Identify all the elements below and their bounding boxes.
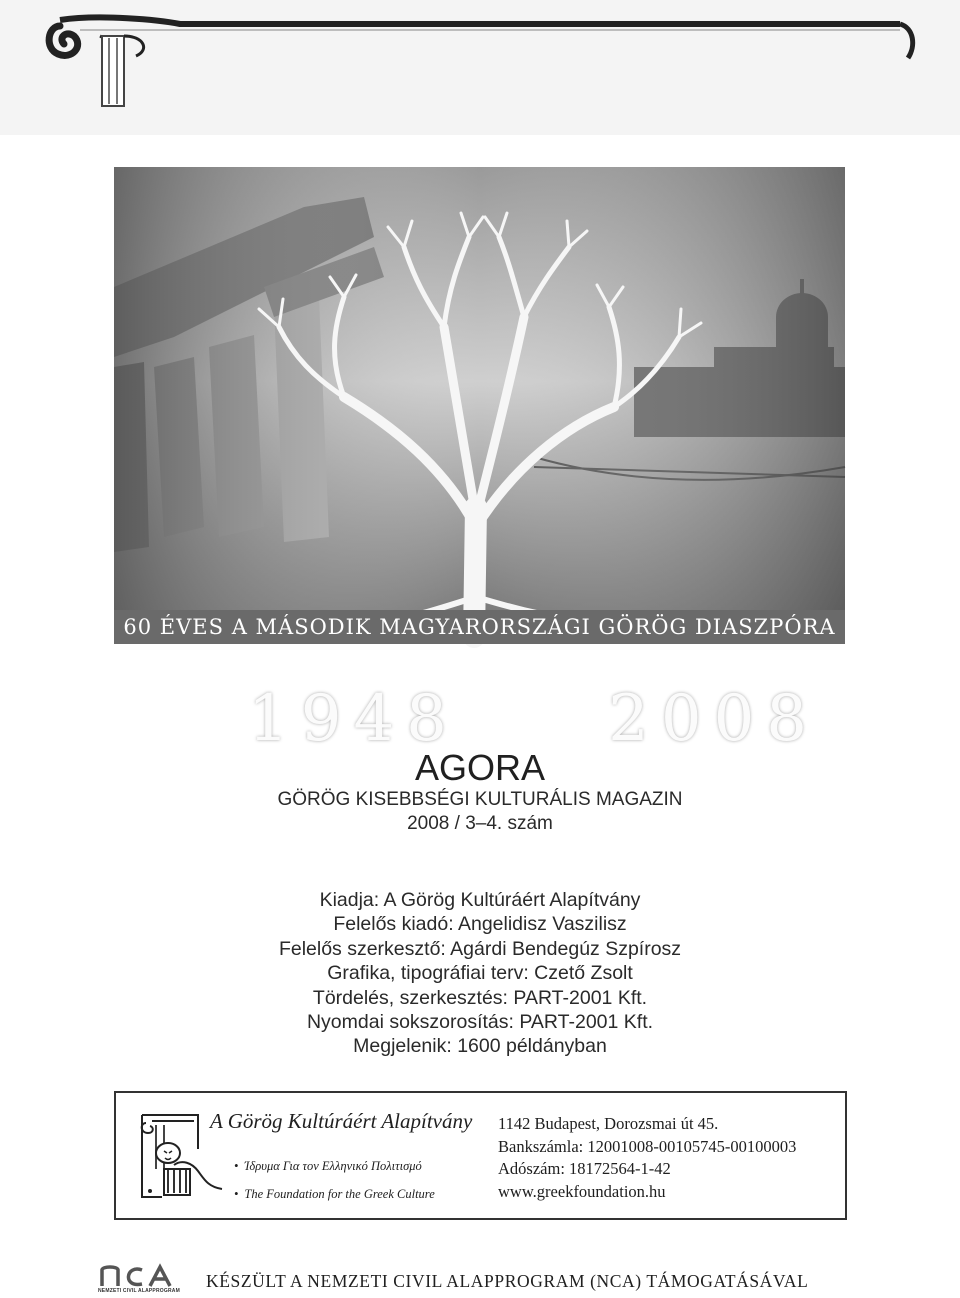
credit-editor: Felelős szerkesztő: Agárdi Bendegúz Szpírosz <box>278 937 682 960</box>
foundation-name: A Görög Kultúráért Alapítvány <box>210 1109 473 1133</box>
credit-circulation: Megjelenik: 1600 példányban <box>353 1035 607 1058</box>
credit-responsible-publisher: Felelős kiadó: Angelidisz Vaszilisz <box>333 913 627 936</box>
imprint-credits <box>0 888 960 1059</box>
contact-tax-number: Adószám: 18172564-1-42 <box>498 1159 671 1178</box>
anniversary-banner: 60 ÉVES A MÁSODIK MAGYARORSZÁGI GÖRÖG DIASZPÓRA <box>114 610 845 644</box>
foundation-english-name: • The Foundation for the Greek Culture <box>234 1187 435 1201</box>
cover-image <box>114 167 845 756</box>
cover-illustration <box>114 167 845 644</box>
foundation-english-name-text: The Foundation for the Greek Culture <box>244 1187 435 1201</box>
foundation-box <box>114 1091 847 1220</box>
support-statement: KÉSZÜLT A NEMZETI CIVIL ALAPPROGRAM (NCA) TÁMOGATÁSÁVAL <box>206 1271 809 1291</box>
nca-logo <box>98 1264 178 1298</box>
credit-printing: Nyomdai sokszorosítás: PART-2001 Kft. <box>306 1011 654 1034</box>
foundation-greek-name-text: Ίδρυμα Για τον Ελληνικό Πολιτισμό <box>244 1159 422 1173</box>
ionic-capital-logo-icon <box>40 6 920 116</box>
nca-logo-icon <box>98 1264 178 1288</box>
contact-bank-account: Bankszámla: 12001008-00105745-00100003 <box>498 1136 797 1156</box>
nca-caption: NEMZETI CIVIL ALAPPROGRAM <box>98 1288 180 1294</box>
magazine-title-block <box>0 748 960 836</box>
credit-graphics: Grafika, tipográfiai terv: Czető Zsolt <box>327 962 633 985</box>
credit-layout: Tördelés, szerkesztés: PART-2001 Kft. <box>312 986 648 1009</box>
foundation-greek-name: • Ίδρυμα Για τον Ελληνικό Πολιτισμό <box>234 1159 422 1173</box>
issue-number: 2008 / 3–4. szám <box>407 813 553 834</box>
year-start-label: 1948 <box>248 682 459 756</box>
magazine-subtitle: GÖRÖG KISEBBSÉGI KULTURÁLIS MAGAZIN <box>277 789 683 810</box>
contact-website[interactable]: www.greekfoundation.hu <box>498 1181 666 1201</box>
magazine-title: AGORA <box>414 747 546 788</box>
masthead-band <box>0 0 960 135</box>
contact-address: 1142 Budapest, Dorozsmai út 45. <box>498 1114 719 1133</box>
year-end-label: 2008 <box>608 682 819 756</box>
credit-publisher: Kiadja: A Görög Kultúráért Alapítvány <box>319 889 641 911</box>
foundation-contact <box>498 1113 796 1203</box>
